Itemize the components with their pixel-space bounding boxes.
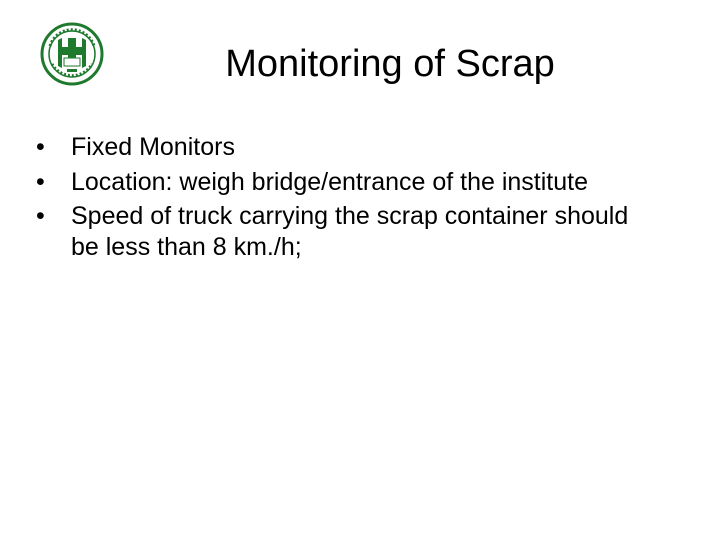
bullet-marker: •: [36, 202, 45, 230]
bullet-list: [36, 132, 656, 266]
institution-logo-icon: [40, 22, 104, 86]
bullet-text: Location: weigh bridge/entrance of the institute: [71, 167, 589, 196]
bullet-item: [36, 201, 656, 262]
bullet-text: Fixed Monitors: [71, 133, 235, 161]
bullet-item: [36, 167, 656, 198]
bullet-item: [36, 132, 656, 163]
bullet-marker: •: [36, 133, 45, 161]
slide-title: Monitoring of Scrap: [225, 43, 555, 85]
bullet-marker: •: [36, 167, 45, 196]
bullet-text: Speed of truck carrying the scrap container should be less than 8 km./h;: [71, 202, 629, 261]
